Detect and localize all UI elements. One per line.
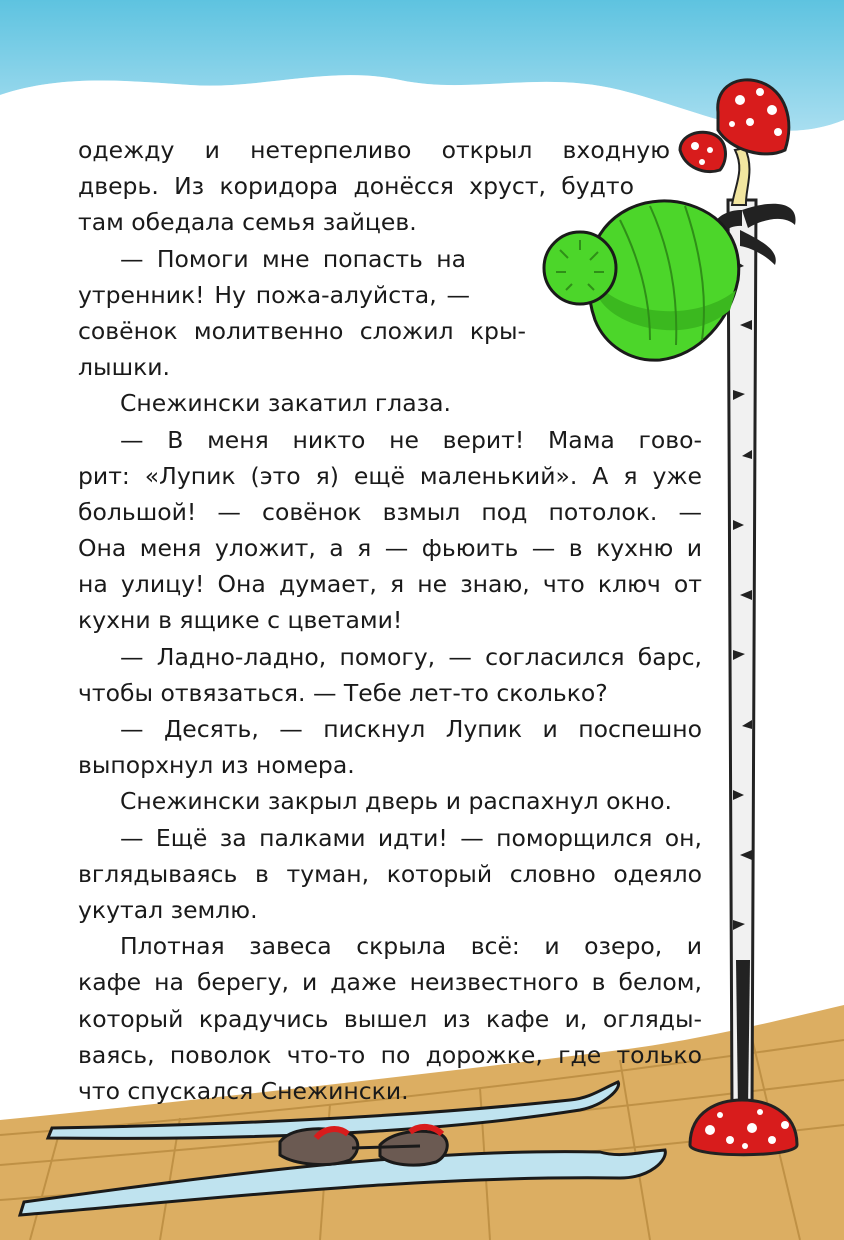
text-line: выпорхнул из номера.	[78, 751, 355, 780]
text-line: чтобы отвязаться. — Тебе лет-то сколько?	[78, 678, 608, 707]
text-line: — Десять, — пискнул Лупик и поспешно	[120, 715, 702, 743]
text-line: рит: «Лупик (это я) ещё маленький». А я уже	[78, 461, 702, 490]
text-line: Она меня уложит, а я — фьюить — в кухню и	[78, 534, 702, 563]
text-line: — В меня никто не верит! Мама гово-	[120, 425, 702, 454]
text-line: — Ещё за палками идти! — поморщился он,	[120, 823, 702, 852]
text-line: Снежински закатил глаза.	[120, 389, 451, 418]
text-line: вглядываясь в туман, который словно одеяло	[78, 859, 702, 888]
text-line: утренник! Ну пожа-алуйста, —	[78, 280, 470, 309]
text-line: там обедала семья зайцев.	[78, 208, 417, 237]
text-line: Снежински закрыл дверь и распахнул окно.	[120, 787, 672, 816]
text-line: кухни в ящике с цветами!	[78, 606, 403, 635]
text-line: ваясь, поволок что-то по дорожке, где только	[78, 1040, 702, 1069]
text-line: кафе на берегу, и даже неизвестного в белом,	[78, 968, 702, 997]
text-line: лышки.	[78, 353, 171, 382]
text-line: который крадучись вышел из кафе и, огляды-	[78, 1004, 702, 1033]
text-line: — Помоги мне попасть на	[120, 244, 466, 273]
text-line: что спускался Снежински.	[78, 1076, 409, 1105]
text-line: на улицу! Она думает, я не знаю, что ключ от	[78, 570, 702, 599]
text-line: одежду и нетерпеливо открыл входную	[78, 136, 670, 164]
page-text	[78, 132, 702, 1109]
text-line: — Ладно-ладно, помогу, — согласился барс,	[120, 642, 702, 671]
text-line: дверь. Из коридора донёсся хруст, будто	[78, 172, 634, 201]
text-line: Плотная завеса скрыла всё: и озеро, и	[120, 932, 702, 961]
text-line: укутал землю.	[78, 895, 258, 924]
text-line: совёнок молитвенно сложил кры-	[78, 316, 526, 345]
text-line: большой! — совёнок взмыл под потолок. —	[78, 497, 702, 526]
